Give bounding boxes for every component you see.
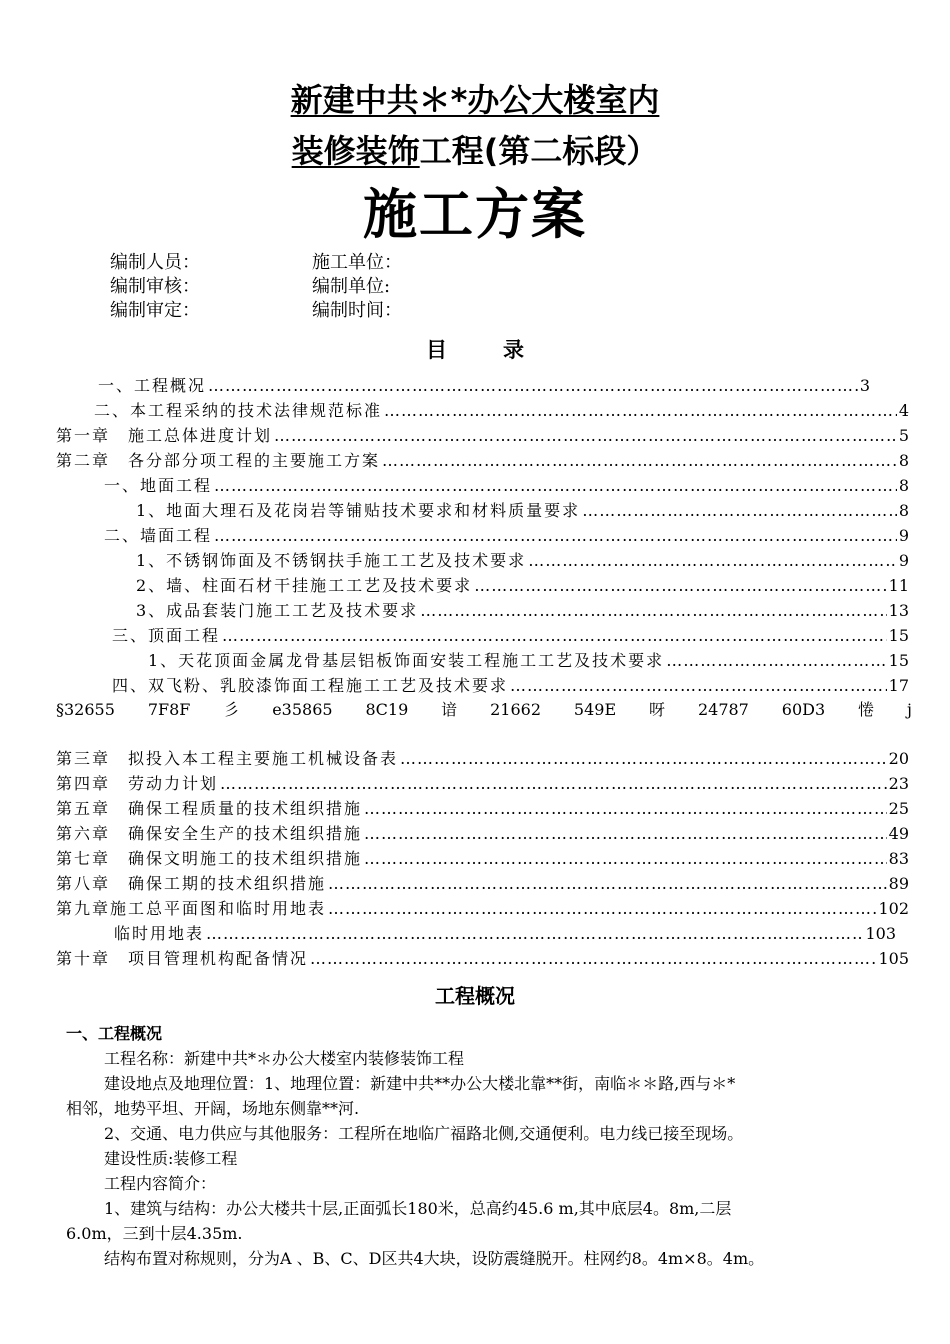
toc-entry[interactable]: 2、墙、柱面石材干挂施工工艺及技术要求 ………………………………………………………………………………………………………………………………………………………………………………………………………… 11 [136,574,909,598]
info-compile-date: 编制时间： [312,300,402,321]
section-heading: 工程概况 [435,984,515,1008]
toc-entry[interactable]: 第二章 各分部分项工程的主要施工方案 ………………………………………………………………………………………………………………………………………………………………………………………………………… 8 [56,449,909,473]
paragraph-line: 工程名称：新建中共*＊办公大楼室内装修装饰工程 [104,1049,465,1068]
document-title-line-1: 新建中共＊*办公大楼室内 [290,81,660,119]
toc-entry[interactable]: 临时用地表 ………………………………………………………………………………………………………………………………………………………………………………………………………… 103 [114,922,896,946]
title-underlined-part: 装修装饰 [291,132,420,170]
toc-entry[interactable]: 二、本工程采纳的技术法律规范标准 ………………………………………………………………………………………………………………………………………………………………………………………………………… 4 [94,399,909,423]
toc-entry[interactable]: 第四章 劳动力计划 ………………………………………………………………………………………………………………………………………………………………………………………………………… 23 [56,772,909,796]
toc-entry[interactable]: 第八章 确保工期的技术组织措施 ………………………………………………………………………………………………………………………………………………………………………………………………………… 89 [56,872,909,896]
toc-entry[interactable]: 3、成品套装门施工工艺及技术要求 ………………………………………………………………………………………………………………………………………………………………………………………………………… 13 [136,599,909,623]
main-title: 施工方案 [363,183,587,246]
info-compiling-unit: 编制单位: [312,276,391,297]
paragraph-line: 1、建筑与结构：办公大楼共十层,正面弧长180米，总高约45.6 m,其中底层4。8m,二层 [104,1199,732,1218]
paragraph-line: 结构布置对称规则，分为A 、B、C、D区共4大块，设防震缝脱开。柱网约8。4m×8。4m。 [104,1249,765,1268]
info-approver: 编制审定： [110,300,200,321]
paragraph-line: 相邻，地势平坦、开阔，场地东侧靠**河. [66,1099,360,1118]
info-construction-unit: 施工单位： [312,252,402,273]
toc-entry[interactable]: 第三章 拟投入本工程主要施工机械设备表 ………………………………………………………………………………………………………………………………………………………………………………………………………… 20 [56,747,909,771]
info-reviewer: 编制审核： [110,276,200,297]
toc-entry[interactable]: 一、工程概况 ………………………………………………………………………………………………………………………………………………………………………………………………………… 3 [98,374,870,398]
info-compiler: 编制人员： [110,252,200,273]
toc-entry[interactable]: 第一章 施工总体进度计划 ………………………………………………………………………………………………………………………………………………………………………………………………………… 5 [56,424,909,448]
toc-entry[interactable]: 1、天花顶面金属龙骨基层铝板饰面安装工程施工工艺及技术要求 ………………………………………………………………………………………………………………………………………………………………………………………………………… 15 [148,649,909,673]
paragraph-line: 工程内容简介： [104,1174,217,1193]
subsection-heading: 一、工程概况 [66,1024,163,1043]
paragraph-line: 2、交通、电力供应与其他服务：工程所在地临广福路北侧,交通便利。电力线已接至现场。 [104,1124,744,1143]
garbled-text-line: §32655 7F8F 彡 e35865 8C19 谙 21662 549E 呀 24787 60D3 惓 j [56,700,912,719]
toc-entry[interactable]: 第十章 项目管理机构配备情况 ………………………………………………………………………………………………………………………………………………………………………………………………………… 105 [56,947,909,971]
toc-entry[interactable]: 1、地面大理石及花岗岩等铺贴技术要求和材料质量要求 ………………………………………………………………………………………………………………………………………………………………………………………………………… 8 [136,499,909,523]
toc-entry[interactable]: 四、双飞粉、乳胶漆饰面工程施工工艺及技术要求 ………………………………………………………………………………………………………………………………………………………………………………………………………… 17 [112,674,909,698]
toc-entry[interactable]: 第九章施工总平面图和临时用地表 ………………………………………………………………………………………………………………………………………………………………………………………………………… 102 [56,897,909,921]
document-title-line-2 [0,131,950,171]
toc-entry[interactable]: 第七章 确保文明施工的技术组织措施 ………………………………………………………………………………………………………………………………………………………………………………………………………… 83 [56,847,909,871]
toc-heading: 目 录 [426,338,524,362]
toc-entry[interactable]: 三、顶面工程 ………………………………………………………………………………………………………………………………………………………………………………………………………… 15 [112,624,909,648]
toc-entry[interactable]: 第六章 确保安全生产的技术组织措施 ………………………………………………………………………………………………………………………………………………………………………………………………………… 49 [56,822,909,846]
toc-entry[interactable]: 一、地面工程 ………………………………………………………………………………………………………………………………………………………………………………………………………… 8 [104,474,909,498]
paragraph-line: 建设地点及地理位置：1、地理位置：新建中共**办公大楼北靠**街，南临＊＊路,西与＊* [104,1074,736,1093]
title-rest-part: 工程(第二标段） [419,132,659,170]
paragraph-line: 6.0m，三到十层4.35m. [66,1224,243,1243]
toc-entry[interactable]: 1、不锈钢饰面及不锈钢扶手施工工艺及技术要求 ………………………………………………………………………………………………………………………………………………………………………………………………………… 9 [136,549,909,573]
toc-entry[interactable]: 第五章 确保工程质量的技术组织措施 ………………………………………………………………………………………………………………………………………………………………………………………………………… 25 [56,797,909,821]
toc-entry[interactable]: 二、墙面工程 ………………………………………………………………………………………………………………………………………………………………………………………………………… 9 [104,524,909,548]
paragraph-line: 建设性质:装修工程 [104,1149,238,1168]
